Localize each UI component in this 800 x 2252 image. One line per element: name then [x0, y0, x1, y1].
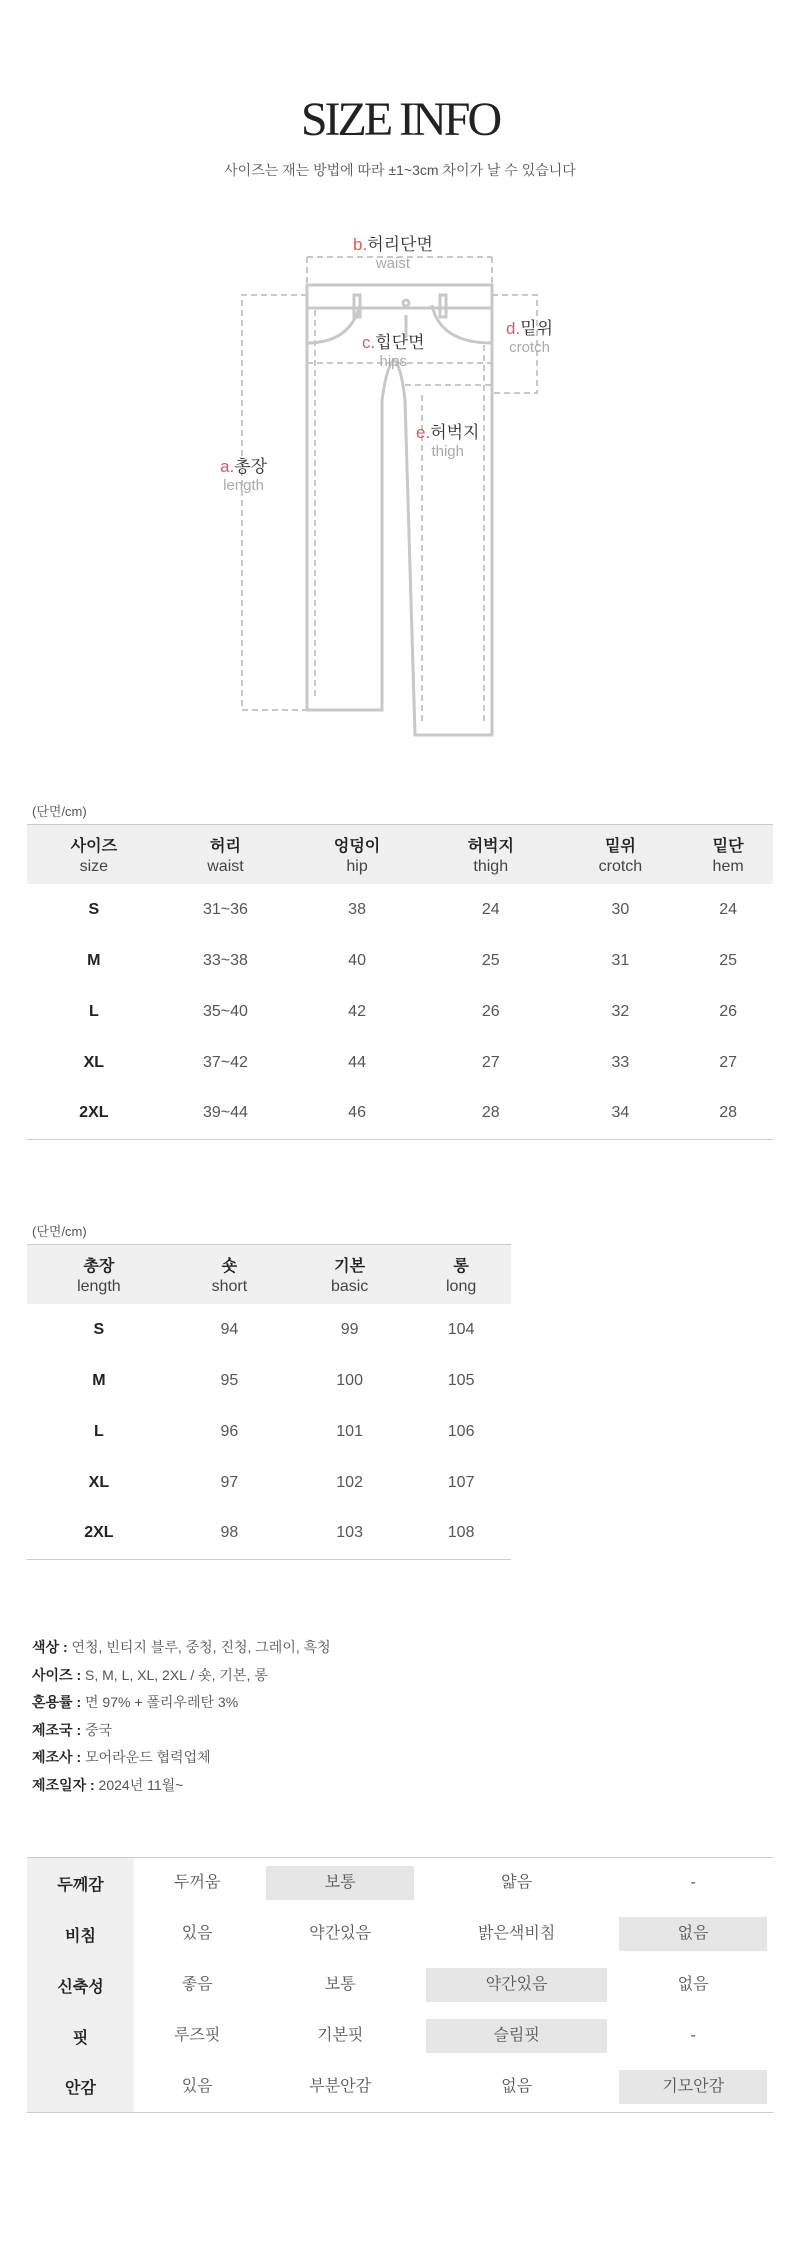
feel-option-selected: 기모안감: [619, 2070, 767, 2104]
long-cell: 106: [447, 1422, 475, 1440]
thigh-label-en: thigh: [431, 443, 464, 460]
size-cell: XL: [83, 1053, 105, 1071]
feel-option-selected: 보통: [266, 1866, 414, 1900]
basic-cell: 99: [340, 1320, 359, 1338]
feel-option-selected: 슬림핏: [426, 2019, 607, 2053]
crotch-cell: 33: [611, 1053, 630, 1071]
hip-cell: 40: [348, 951, 366, 969]
size-cell: M: [92, 1371, 106, 1389]
length-table-header: [27, 1245, 511, 1305]
waist-label-en: waist: [375, 255, 411, 272]
length-table: [27, 1244, 511, 1560]
crotch-label-en: crotch: [509, 339, 550, 356]
feel-option: 좋음: [181, 1976, 213, 1993]
crotch-cell: 34: [558, 1088, 684, 1139]
long-cell: 105: [447, 1371, 475, 1389]
waist-cell: 39~44: [161, 1088, 291, 1139]
table-row: [27, 986, 773, 1037]
hem-cell: 26: [719, 1002, 738, 1020]
header-hem: 밑단 hem: [683, 825, 773, 885]
length-label: a.총장 length: [220, 457, 268, 494]
info-manufacturer: 제조사 : 모어라운드 협력업체: [32, 1749, 211, 1765]
page-subtitle: 사이즈는 재는 방법에 따라 ±1~3cm 차이가 날 수 있습니다: [224, 162, 576, 178]
table-row: [27, 1037, 773, 1088]
feel-option: 보통: [324, 1976, 356, 1993]
hem-cell: 25: [719, 951, 738, 969]
info-country: 제조국 : 중국: [32, 1721, 113, 1738]
hem-cell: 28: [683, 1088, 773, 1139]
thigh-cell: 24: [481, 900, 500, 918]
long-cell: 108: [411, 1508, 511, 1559]
feel-option: 밝은색비침: [478, 1925, 556, 1942]
thigh-cell: 26: [481, 1002, 500, 1020]
short-cell: 95: [220, 1371, 239, 1389]
feel-option: 있음: [181, 1925, 213, 1942]
long-cell: 104: [447, 1320, 475, 1338]
feel-option: 기본핏: [316, 2027, 364, 2044]
header-waist: 허리 waist: [161, 825, 291, 885]
hips-label-en: hips: [379, 353, 408, 370]
thigh-label: e.허벅지 thigh: [416, 423, 480, 460]
crotch-cell: 31: [611, 951, 630, 969]
header-hip: 엉덩이 hip: [290, 825, 424, 885]
feel-option: 두꺼움: [173, 1874, 221, 1892]
page-title: SIZE INFO: [300, 93, 500, 146]
size-table-unit: (단면/cm): [32, 804, 87, 819]
feel-option: -: [690, 2027, 696, 2044]
feel-row-thickness: [27, 1858, 773, 1909]
basic-cell: 102: [336, 1473, 363, 1491]
table-row: [27, 1457, 511, 1508]
waist-cell: 33~38: [202, 951, 248, 969]
feel-option: 없음: [677, 1976, 709, 1993]
crotch-cell: 32: [611, 1002, 630, 1020]
feel-option: 없음: [501, 2077, 533, 2095]
table-row: [27, 884, 773, 935]
header-crotch: 밑위 crotch: [558, 825, 684, 885]
info-date: 제조일자 : 2024년 11월~: [32, 1776, 184, 1793]
table-row: [27, 1508, 511, 1559]
info-color: 색상 : 연청, 빈티지 블루, 중청, 진청, 그레이, 흑청: [32, 1639, 331, 1655]
size-table: [27, 824, 773, 1140]
crotch-cell: 30: [611, 900, 630, 918]
waist-cell: 37~42: [202, 1053, 248, 1071]
feel-row-sheerness: [27, 1909, 773, 1960]
hips-label: c.힙단면 hips: [362, 333, 425, 370]
table-row: [27, 935, 773, 986]
table-row: [27, 1088, 773, 1139]
waist-cell: 31~36: [202, 900, 248, 918]
hip-cell: 44: [348, 1053, 366, 1071]
header-long: 롱 long: [411, 1245, 511, 1305]
thigh-cell: 25: [481, 951, 500, 969]
table-row: [27, 1406, 511, 1457]
feel-option: -: [690, 1874, 696, 1892]
size-cell: M: [87, 951, 101, 969]
feel-option-selected: 없음: [619, 1917, 767, 1951]
header-short: 숏 short: [171, 1245, 288, 1305]
hip-cell: 38: [348, 900, 366, 918]
size-table-header: [27, 825, 773, 885]
thigh-cell: 27: [481, 1053, 500, 1071]
feel-row-lining: [27, 2062, 773, 2113]
header-basic: 기본 basic: [288, 1245, 411, 1305]
header-length: 총장 length: [27, 1245, 171, 1305]
length-label-en: length: [223, 477, 264, 494]
feel-category: 비침: [27, 1909, 134, 1960]
size-cell: 2XL: [27, 1088, 161, 1139]
basic-cell: 101: [336, 1422, 363, 1440]
feel-category: 신축성: [27, 1960, 134, 2011]
table-row: [27, 1304, 511, 1355]
short-cell: 94: [220, 1320, 239, 1338]
feel-category: 안감: [27, 2062, 134, 2113]
size-cell: L: [88, 1002, 99, 1020]
size-cell: L: [93, 1422, 104, 1440]
pants-diagram: [210, 235, 590, 745]
feel-option: 얇음: [501, 1874, 533, 1892]
hip-cell: 46: [290, 1088, 424, 1139]
info-material: 혼용률 : 면 97% + 폴리우레탄 3%: [32, 1694, 239, 1710]
hem-cell: 27: [719, 1053, 738, 1071]
waist-label: b.허리단면 waist: [353, 235, 433, 272]
feel-option: 루즈핏: [173, 2027, 221, 2044]
header-thigh: 허벅지 thigh: [424, 825, 558, 885]
thigh-cell: 28: [424, 1088, 558, 1139]
hip-cell: 42: [348, 1002, 366, 1020]
size-cell: S: [93, 1320, 105, 1338]
crotch-label: d.밑위 crotch: [506, 319, 554, 356]
size-cell: 2XL: [27, 1508, 171, 1559]
feel-option: 있음: [181, 2077, 213, 2095]
info-size: 사이즈 : S, M, L, XL, 2XL / 숏, 기본, 롱: [32, 1666, 268, 1683]
feel-row-fit: [27, 2011, 773, 2062]
table-row: [27, 1355, 511, 1406]
short-cell: 96: [220, 1422, 239, 1440]
feel-category: 두께감: [27, 1858, 134, 1909]
long-cell: 107: [447, 1473, 475, 1491]
feel-table: [27, 1857, 773, 2113]
feel-option: 약간있음: [309, 1925, 372, 1942]
feel-category: 핏: [27, 2011, 134, 2062]
waist-cell: 35~40: [202, 1002, 248, 1020]
hem-cell: 24: [719, 900, 738, 918]
product-info: [32, 1634, 331, 1799]
feel-row-stretch: [27, 1960, 773, 2011]
feel-option-selected: 약간있음: [426, 1968, 607, 2002]
length-table-unit: (단면/cm): [32, 1224, 87, 1239]
size-cell: S: [88, 900, 100, 918]
short-cell: 97: [220, 1473, 239, 1491]
feel-option: 부분안감: [309, 2077, 372, 2095]
basic-cell: 103: [288, 1508, 411, 1559]
header-size: 사이즈 size: [27, 825, 161, 885]
size-cell: XL: [88, 1473, 110, 1491]
short-cell: 98: [171, 1508, 288, 1559]
basic-cell: 100: [336, 1371, 363, 1389]
